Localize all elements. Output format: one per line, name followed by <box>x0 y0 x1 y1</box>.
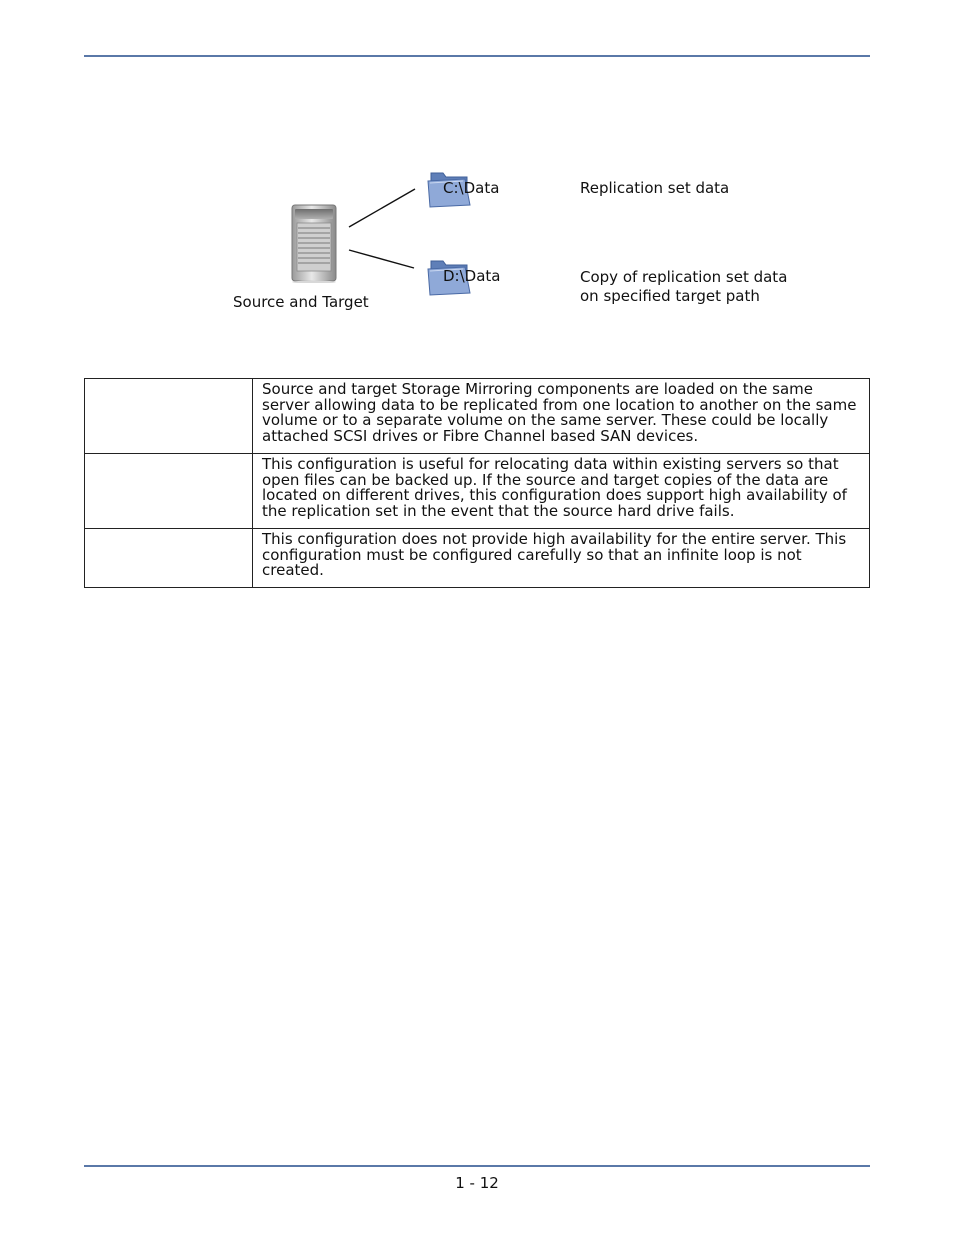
table-row <box>85 454 870 529</box>
row-key-cell <box>85 529 253 588</box>
diagram <box>0 0 954 340</box>
footer-rule <box>84 1165 870 1167</box>
server-label: Source and Target <box>233 293 369 311</box>
connector-line-c <box>349 189 415 227</box>
connector-lines <box>0 0 954 340</box>
copy-desc-line2: on specified target path <box>580 287 760 305</box>
table-row <box>85 529 870 588</box>
row-key-cell <box>85 454 253 529</box>
row-text-cell: Source and target Storage Mirroring components are loaded on the same server allowing data to be replicated from one location to another on the same volume or to a separate volume on the same server. These could be locally attached SCSI drives or Fibre Channel based SAN devices. <box>253 379 870 454</box>
copy-desc-line1: Copy of replication set data <box>580 268 788 286</box>
connector-line-d <box>349 250 414 268</box>
table-row <box>85 379 870 454</box>
description-table <box>84 378 870 588</box>
page-number: 1 - 12 <box>455 1174 499 1192</box>
row-text-cell: This configuration is useful for relocating data within existing servers so that open files can be backed up. If the source and target copies of the data are located on different drives, this configuration does support high availability of the replication set in the event that the source hard drive fails. <box>253 454 870 529</box>
replication-set-desc: Replication set data <box>580 179 730 197</box>
row-key-cell <box>85 379 253 454</box>
row-text-cell: This configuration does not provide high availability for the entire server. This configuration must be configured carefully so that an infinite loop is not created. <box>253 529 870 588</box>
folder-c-label: C:\Data <box>443 179 500 197</box>
server-icon <box>288 203 340 283</box>
folder-d-label: D:\Data <box>443 267 501 285</box>
